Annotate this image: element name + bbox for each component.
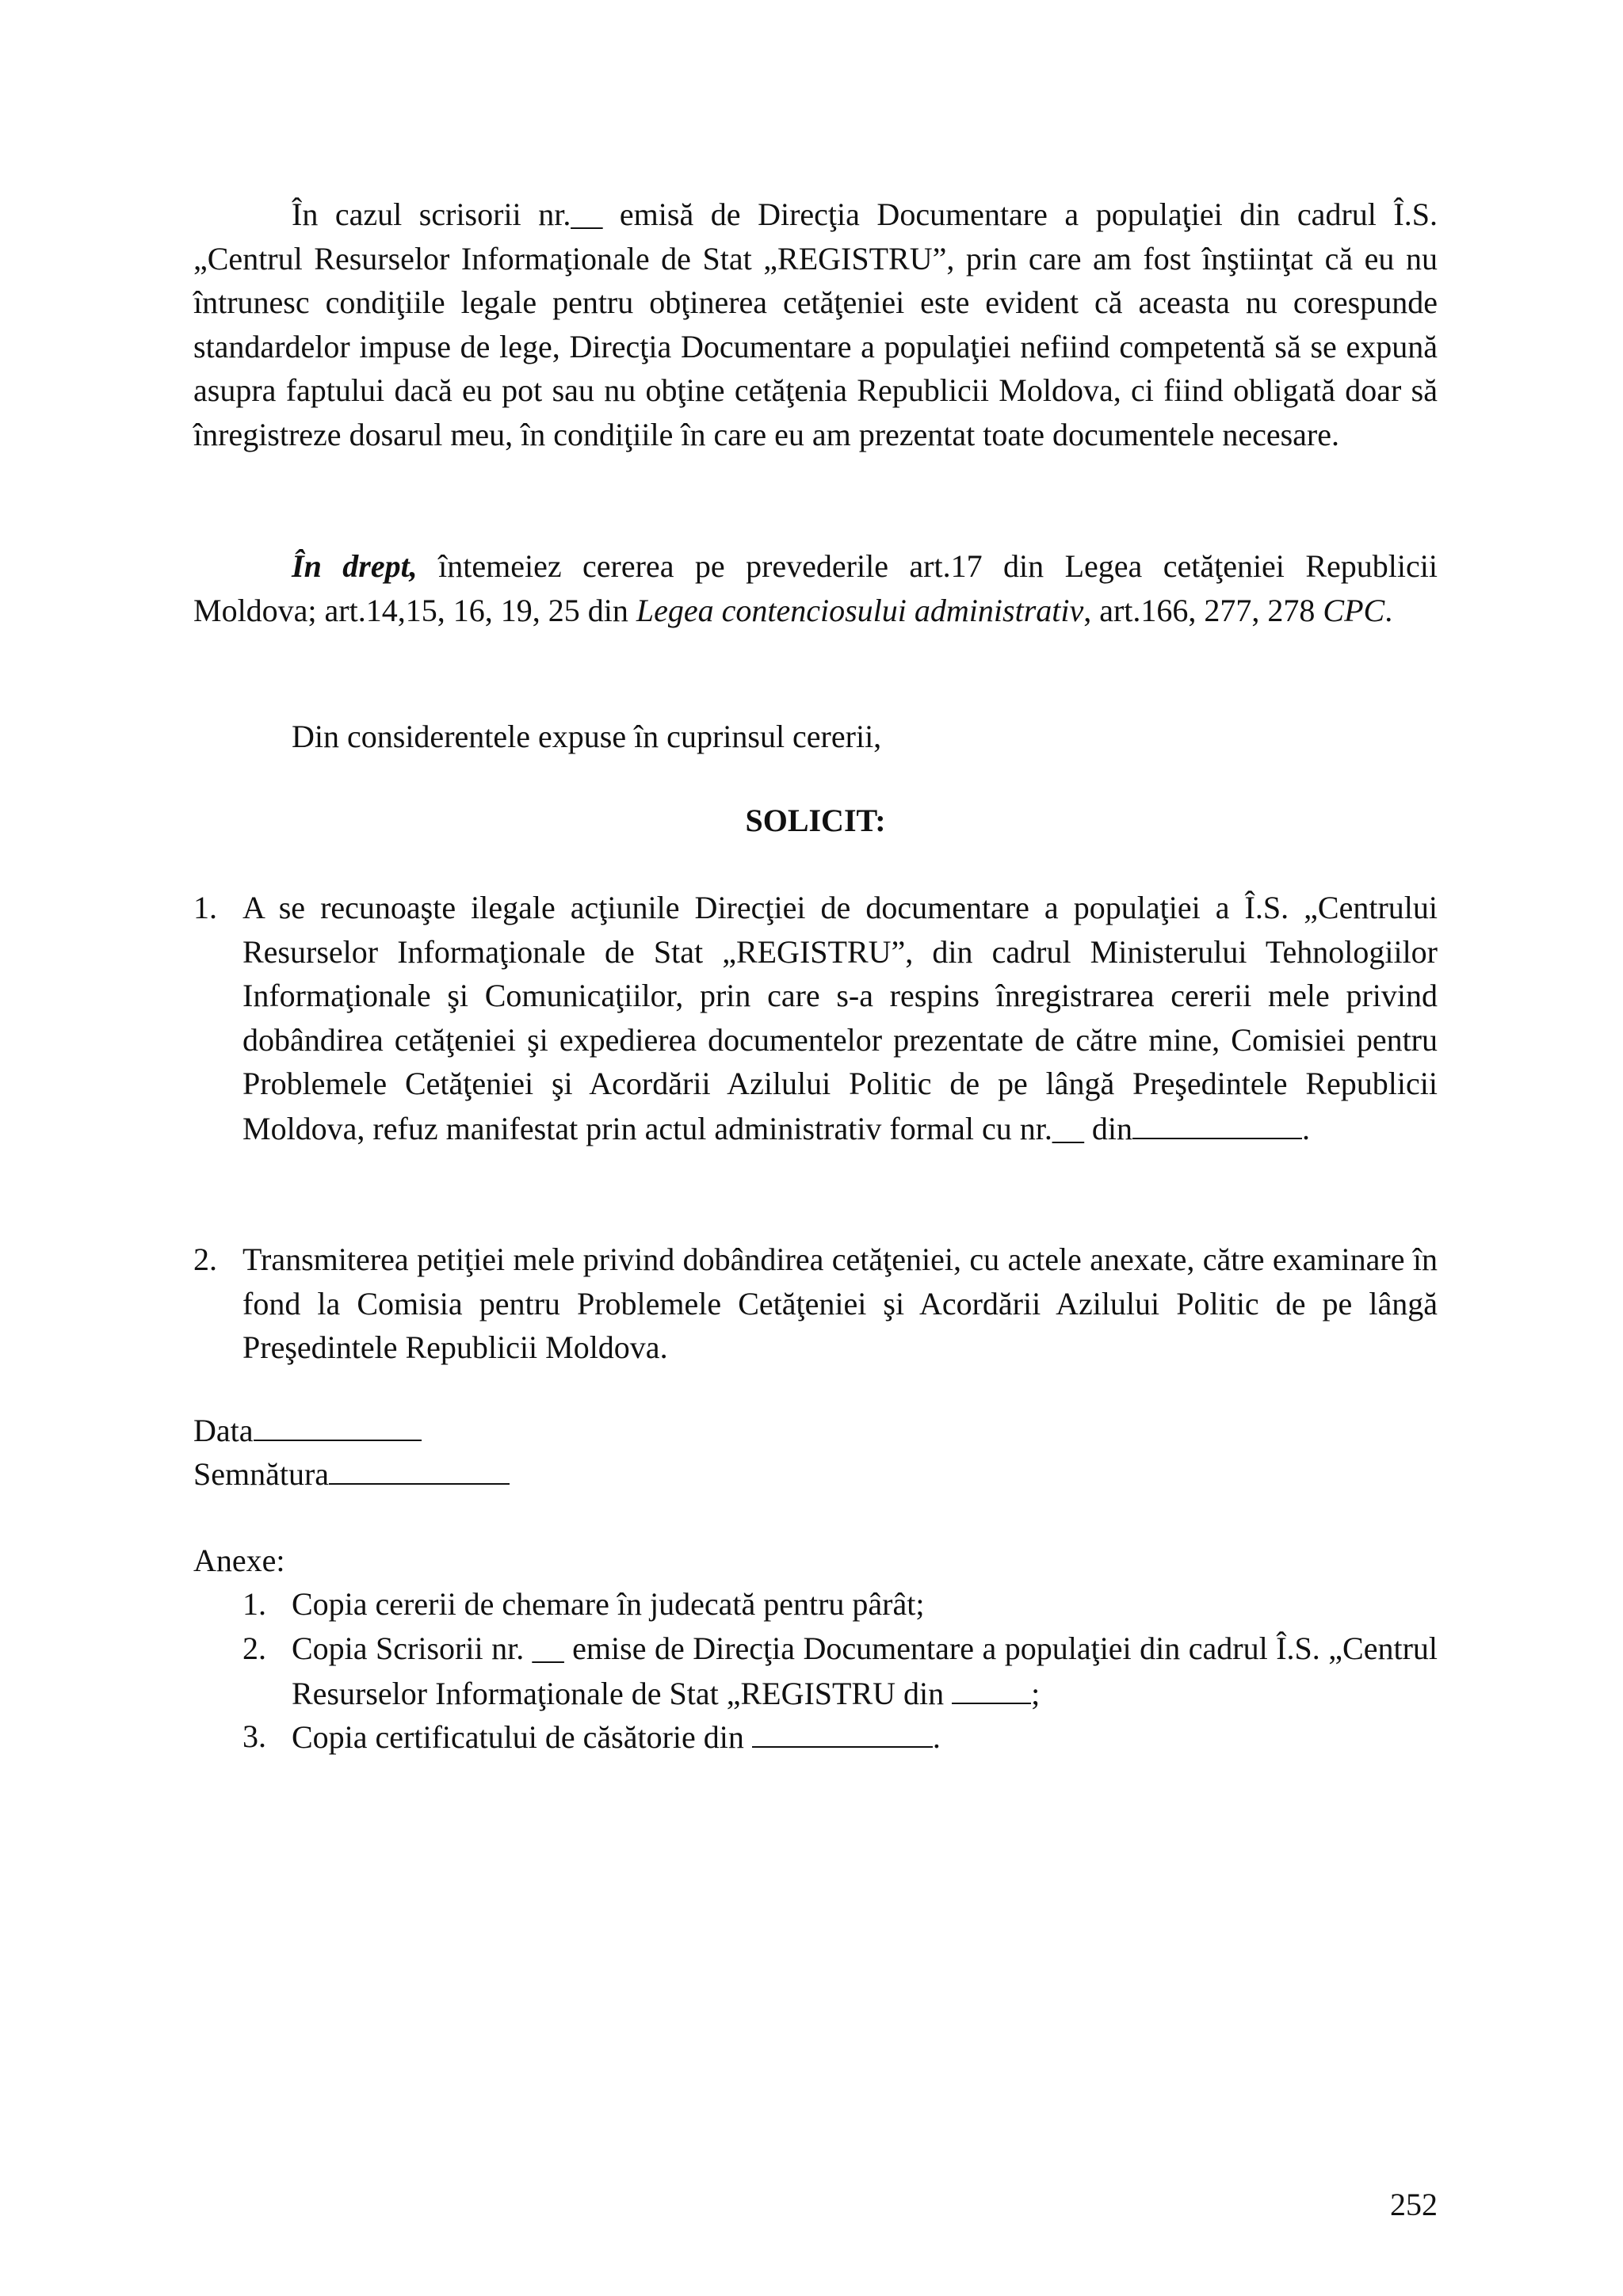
request-text-main: A se recunoaşte ilegale acţiunile Direcţiei de documentare a populaţiei a Î.S. „Centrului Resurselor Informaţionale de Stat „REGISTRU”, din cadrul Ministerului Tehnologiilor Informaţionale şi Comunicaţiilor, prin care s-a respins înregistrarea cererii mele privind dobândirea cetăţeniei şi expedierea documentelor prezentate de către mine, Comisiei pentru Problemele Cetăţeniei şi Acordării Azilului Politic de pe lângă Preşedintele Republicii Moldova, refuz manifestat prin actul administrativ formal cu nr.__ [242, 890, 1438, 1146]
legal-basis-text-1: întemeiez cererea pe prevederile art.17 din Legea cetăţeniei Republicii Moldova; art.14,15, 16, 19, 25 din [193, 548, 1438, 628]
request-tail-end: . [1302, 1110, 1311, 1146]
annex-text: Copia cererii de chemare în judecată pentru pârât; [292, 1586, 925, 1622]
signature-field-blank [329, 1451, 510, 1485]
annex-date-blank [752, 1714, 933, 1748]
request-item-2 [193, 1238, 1438, 1370]
date-blank-line [1132, 1106, 1302, 1139]
annex-text-main: Copia Scrisorii nr. __ emise de Direcţia Documentare a populaţiei din cadrul Î.S. „Centrul Resurselor Informaţionale de Stat „REGISTRU din [292, 1630, 1438, 1711]
annex-item-3 [242, 1714, 1438, 1760]
annex-text-end: ; [1031, 1675, 1041, 1711]
date-field-blank [254, 1408, 422, 1441]
date-label: Data [193, 1413, 254, 1448]
request-item-1 [193, 886, 1438, 1150]
annex-text-end: . [932, 1719, 941, 1755]
annex-title: Anexe: [193, 1543, 285, 1578]
annex-item-2 [242, 1627, 1438, 1715]
annex-date-blank [952, 1671, 1031, 1704]
request-text: Transmiterea petiţiei mele privind dobândirea cetăţeniei, cu actele anexate, către examinare în fond la Comisia pentru Problemele Cetăţeniei şi Acordării Azilului Politic de pe lângă Preşedintele Republicii Moldova. [242, 1241, 1438, 1365]
request-tail-word: din [1091, 1110, 1133, 1146]
annex-text [292, 1714, 1438, 1760]
request-number: 1. [193, 890, 217, 925]
request-number: 2. [193, 1241, 217, 1277]
legal-basis-end: . [1384, 592, 1393, 628]
signature-line [193, 1451, 510, 1496]
annex-text-main: Copia certificatului de căsătorie din [292, 1719, 752, 1755]
date-line [193, 1408, 422, 1452]
annex-number: 1. [242, 1586, 266, 1622]
page-number: 252 [1390, 2187, 1438, 2222]
law-name: Legea contenciosului administrativ [636, 592, 1084, 628]
annex-number: 3. [242, 1718, 266, 1754]
annex-number: 2. [242, 1630, 266, 1666]
request-text [242, 886, 1438, 1150]
paragraph-considerations: Din considerentele expuse în cuprinsul cererii, [292, 719, 882, 754]
request-heading: SOLICIT: [745, 803, 886, 838]
paragraph-legal-basis [193, 544, 1438, 632]
annex-text [292, 1627, 1438, 1715]
annex-item-1 [242, 1582, 1438, 1627]
paragraph-letter-analysis: În cazul scrisorii nr.__ emisă de Direcţia Documentare a populaţiei din cadrul Î.S. „Centrul Resurselor Informaţionale de Stat „REGISTRU”, prin care am fost înştiinţat că eu nu întrunesc condiţiile legale pentru obţinerea cetăţeniei este evident că aceasta nu corespunde standardelor impuse de lege, Direcţia Documentare a populaţiei nefiind competentă să se expună asupra faptului dacă eu pot sau nu obţine cetăţenia Republicii Moldova, ci fiind obligată doar să înregistreze dosarul meu, în condiţiile în care eu am prezentat toate documentele necesare. [193, 196, 1438, 452]
signature-label: Semnătura [193, 1456, 330, 1492]
legal-basis-label: În drept, [292, 548, 418, 584]
legal-basis-text-2: , art.166, 277, 278 [1083, 592, 1323, 628]
code-abbreviation: CPC [1323, 592, 1385, 628]
